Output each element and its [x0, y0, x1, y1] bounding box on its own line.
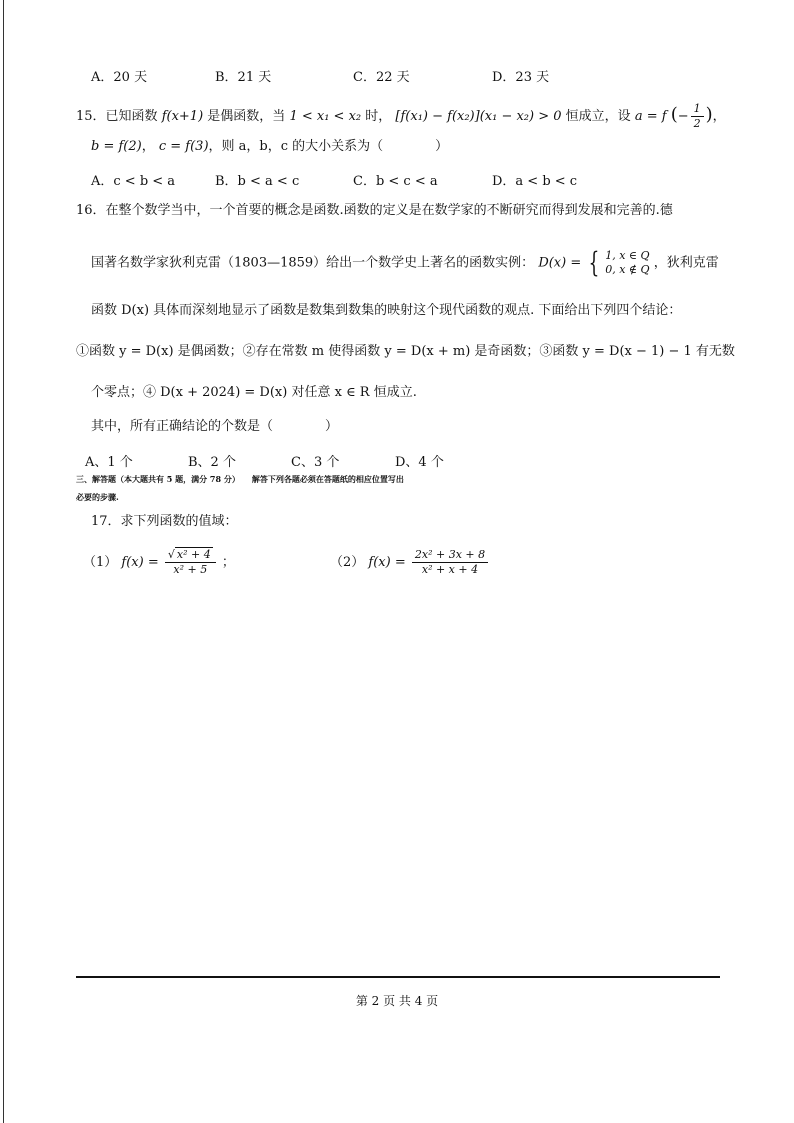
q17-part-1	[83, 548, 235, 577]
q16-line-2	[91, 246, 719, 279]
q17-part-1-fraction: $\frac{\text{√ x² + 4}}{\text{x² + 5}}$	[165, 548, 216, 577]
q17-part-2-denominator: x² + x + 4	[421, 563, 479, 576]
q15-text: 是偶函数，当	[207, 109, 286, 124]
q17-part-2-fraction	[412, 548, 488, 577]
q17-part-2-label: （2）	[330, 555, 365, 570]
section-3-heading-2: 必要的步骤.	[76, 492, 119, 502]
q14-option-d: D．23 天	[492, 70, 550, 85]
page-number: 第 2 页 共 4 页	[355, 994, 439, 1008]
q17-part-1-tail: ；	[221, 555, 235, 570]
q15-frac-den: 2	[693, 117, 701, 130]
q14-option-b: B．21 天	[215, 70, 272, 85]
q16-line-4: ①函数 y = D(x) 是偶函数；②存在常数 m 使得函数 y = D(x + m) 是奇函数；③函数 y = D(x − 1) − 1 有无数	[76, 344, 735, 359]
q15-c-def: c = f(3)	[158, 139, 209, 154]
q15-question-text: ，则 a，b，c 的大小关系为（ ）	[208, 139, 449, 154]
q16-option-c: C、3 个	[291, 455, 340, 470]
q15-text-3: 恒成立，设	[565, 109, 631, 124]
q17-part-1-denominator: x² + 5	[173, 563, 208, 576]
q17-part-1-numerator: x² + 4	[176, 548, 211, 561]
q16-option-b: B、2 个	[188, 455, 236, 470]
q16-line-1: 16．在整个数学当中，一个首要的概念是函数.函数的定义是在数学家的不断研究而得到发展和完善的.德	[76, 203, 673, 218]
q17-part-2-lhs: f(x) =	[368, 555, 406, 570]
q16-text-2-tail: ，狄利克雷	[653, 255, 719, 271]
q16-case-1: 1, x ∈ Q	[605, 249, 650, 262]
q14-option-c: C．22 天	[353, 70, 410, 85]
q15-line-1: 15．已知函数 f(x+1) 是偶函数，当 1 < x₁ < x₂ 时， [f(x₁) − f(x₂)](x₁ − x₂) > 0 恒成立，设 a = f (− $\frac{1}{2}$ )，	[76, 102, 726, 130]
q16-piecewise: { 1, x ∈ Q 0, x ∉ Q	[588, 246, 650, 279]
q15-option-a: A．c < b < a	[91, 174, 176, 189]
q16-option-d: D、4 个	[395, 455, 444, 470]
q15-function: f(x+1)	[161, 109, 204, 124]
q16-case-2: 0, x ∉ Q	[605, 263, 650, 276]
q17-part-2	[330, 548, 490, 577]
q17-part-1-lhs: f(x) =	[121, 555, 159, 570]
q16-line-3: 函数 D(x) 具体而深刻地显示了函数是数集到数集的映射这个现代函数的观点. 下面给出下列四个结论：	[91, 303, 682, 318]
q15-frac-num: 1	[691, 102, 704, 117]
q14-option-a: A．20 天	[91, 70, 148, 85]
q15-option-b: B．b < a < c	[215, 174, 300, 189]
q15-condition: 1 < x₁ < x₂	[289, 109, 362, 124]
q15-text-2: 时，	[365, 109, 392, 124]
q16-line-5: 个零点；④ D(x + 2024) = D(x) 对任意 x ∈ R 恒成立.	[91, 385, 417, 400]
q15-line-2: b = f(2)， c = f(3)，则 a，b，c 的大小关系为（ ）	[91, 139, 449, 154]
q15-option-c: C．b < c < a	[353, 174, 438, 189]
section-3-heading: 三、解答题（本大题共有 5 题，满分 78 分） 解答下列各题必须在答题纸的相应位置写出	[76, 474, 404, 484]
q16-text-2: 国著名数学家狄利克雷（1803—1859）给出一个数学史上著名的函数实例：	[91, 255, 535, 271]
q17-part-2-numerator: 2x² + 3x + 8	[412, 548, 488, 563]
footer-rule	[76, 976, 720, 978]
q15-prefix: 15．已知函数	[76, 109, 158, 124]
q15-fraction	[691, 102, 704, 131]
q16-line-6: 其中，所有正确结论的个数是（ ）	[91, 419, 339, 434]
q15-b-def: b = f(2)	[91, 139, 142, 154]
q17-title: 17．求下列函数的值域：	[91, 514, 238, 529]
q17-part-1-label: （1）	[83, 555, 118, 570]
q15-inequality: [f(x₁) − f(x₂)](x₁ − x₂) > 0	[395, 109, 562, 124]
q16-option-a: A、1 个	[85, 455, 133, 470]
q15-option-d: D．a < b < c	[492, 174, 578, 189]
left-margin-line	[3, 0, 4, 1123]
q15-a-def: a = f	[634, 109, 667, 124]
q16-dirichlet-def: D(x) =	[538, 255, 582, 271]
